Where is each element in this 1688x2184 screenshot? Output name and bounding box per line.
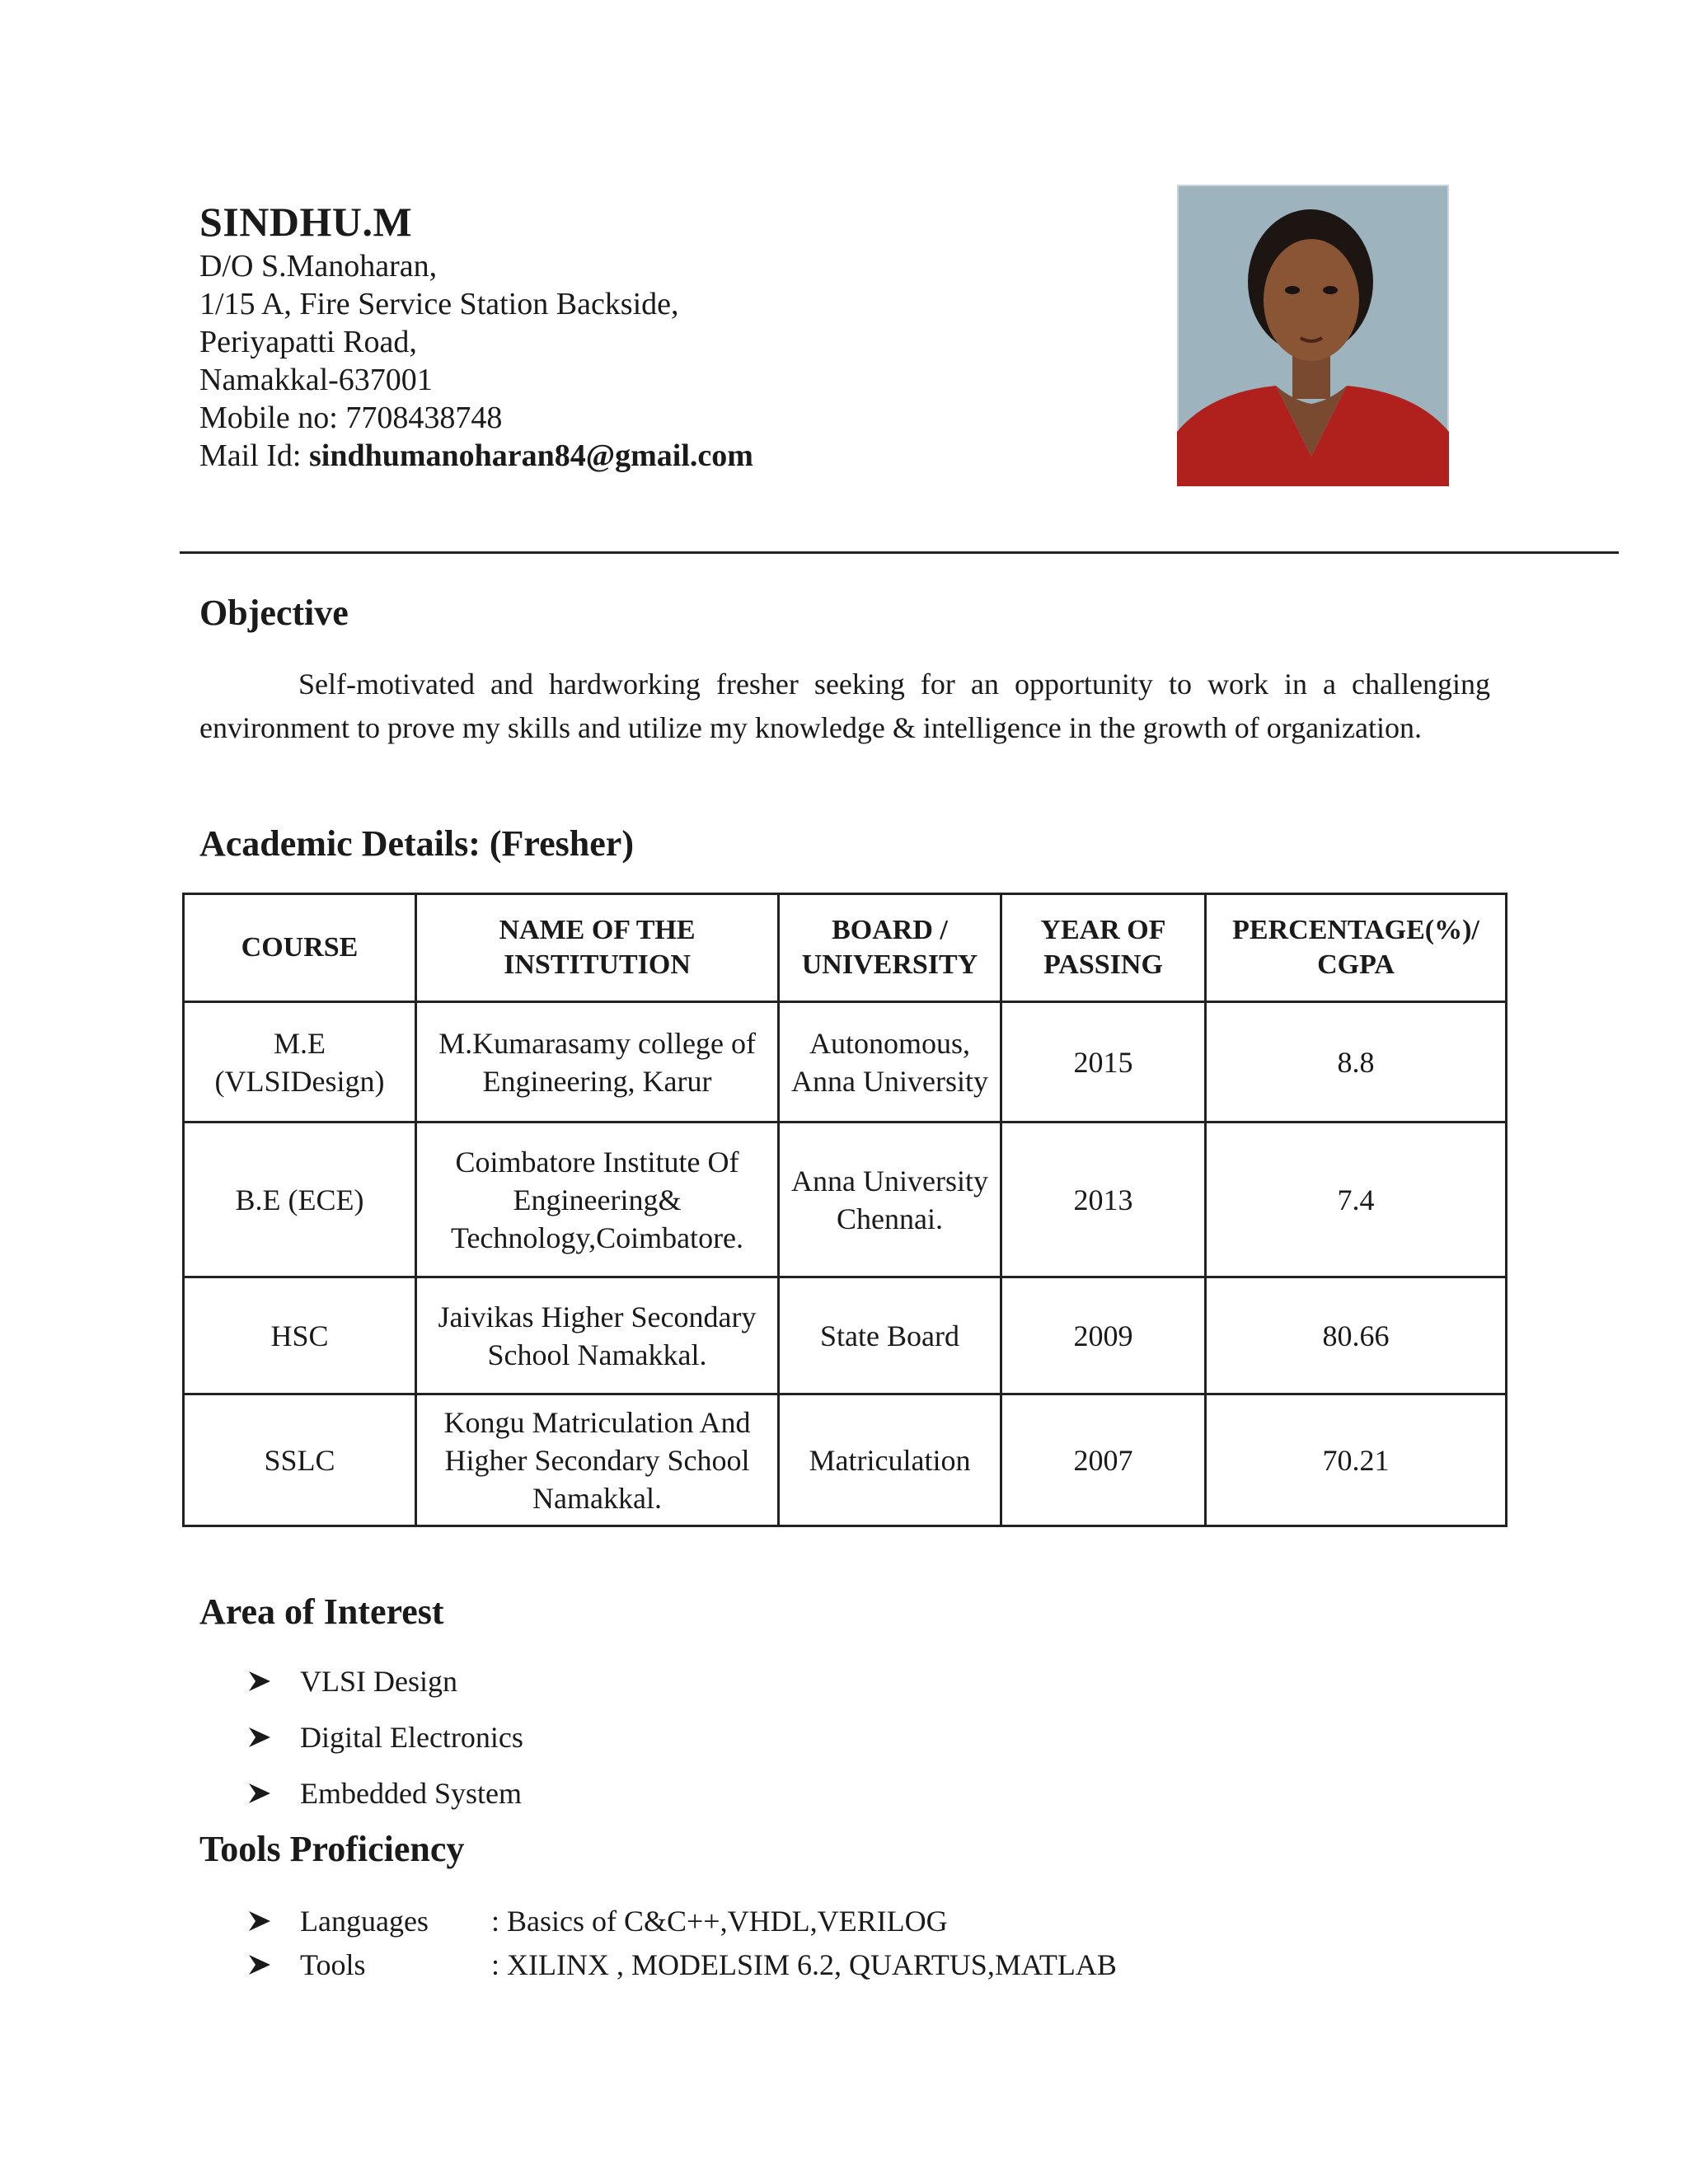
arrow-bullet-icon: [247, 1725, 272, 1750]
list-item: [247, 1899, 1117, 1943]
objective-heading: Objective: [199, 593, 349, 633]
header-divider: [180, 551, 1619, 554]
table-cell: 2013: [1001, 1122, 1206, 1277]
table-row: [184, 1394, 1507, 1526]
table-cell: 2007: [1001, 1394, 1206, 1526]
table-cell: Anna University Chennai.: [779, 1122, 1001, 1277]
list-item: [247, 1765, 523, 1821]
table-cell: M.E (VLSIDesign): [184, 1002, 416, 1122]
table-cell: 2015: [1001, 1002, 1206, 1122]
table-cell: 8.8: [1206, 1002, 1507, 1122]
tool-label: Tools: [300, 1947, 366, 1981]
table-cell: 70.21: [1206, 1394, 1507, 1526]
arrow-bullet-icon: [247, 1909, 272, 1933]
tool-label: Languages: [300, 1904, 429, 1938]
address-line: 1/15 A, Fire Service Station Backside,: [199, 287, 679, 321]
list-item: [247, 1653, 523, 1709]
mail-line: [199, 437, 753, 475]
column-header: NAME OF THE INSTITUTION: [416, 894, 779, 1002]
tools-heading: Tools Proficiency: [199, 1829, 465, 1869]
table-cell: M.Kumarasamy college of Engineering, Karur: [416, 1002, 779, 1122]
table-cell: Jaivikas Higher Secondary School Namakkal.: [416, 1277, 779, 1394]
list-item: [247, 1709, 523, 1765]
table-cell: B.E (ECE): [184, 1122, 416, 1277]
tools-list: [247, 1899, 1117, 1986]
table-cell: HSC: [184, 1277, 416, 1394]
table-header-row: [184, 894, 1507, 1002]
table-cell: State Board: [779, 1277, 1001, 1394]
table-cell: 7.4: [1206, 1122, 1507, 1277]
table-cell: 2009: [1001, 1277, 1206, 1394]
academic-heading: Academic Details: (Fresher): [199, 823, 634, 864]
tool-value: : XILINX , MODELSIM 6.2, QUARTUS,MATLAB: [491, 1947, 1117, 1981]
address-line: Periyapatti Road,: [199, 325, 417, 359]
address-line: D/O S.Manoharan,: [199, 249, 438, 284]
objective-text: Self-motivated and hardworking fresher seeking for an opportunity to work in a challenging environment to prove my skills and utilize my knowledge & intelligence in the growth of organization.: [199, 668, 1490, 744]
table-cell: 80.66: [1206, 1277, 1507, 1394]
column-header: COURSE: [184, 894, 416, 1002]
candidate-name: SINDHU.M: [199, 199, 413, 245]
interest-item: VLSI Design: [300, 1665, 457, 1698]
table-row: [184, 1002, 1507, 1122]
tool-value: : Basics of C&C++,VHDL,VERILOG: [491, 1904, 948, 1938]
arrow-bullet-icon: [247, 1781, 272, 1806]
table-row: [184, 1122, 1507, 1277]
table-cell: Coimbatore Institute Of Engineering& Technology,Coimbatore.: [416, 1122, 779, 1277]
academic-table: [182, 893, 1507, 1527]
table-row: [184, 1277, 1507, 1394]
contact-block: [199, 247, 753, 475]
mail-label: Mail Id:: [199, 438, 309, 473]
table-cell: SSLC: [184, 1394, 416, 1526]
table-cell: Kongu Matriculation And Higher Secondary School Namakkal.: [416, 1394, 779, 1526]
mail-address: sindhumanoharan84@gmail.com: [308, 438, 753, 473]
arrow-bullet-icon: [247, 1952, 272, 1977]
list-item: [247, 1943, 1117, 1986]
table-cell: Autonomous, Anna University: [779, 1002, 1001, 1122]
column-header: BOARD / UNIVERSITY: [779, 894, 1001, 1002]
interest-item: Digital Electronics: [300, 1721, 523, 1754]
interest-heading: Area of Interest: [199, 1591, 444, 1632]
arrow-bullet-icon: [247, 1669, 272, 1694]
profile-photo: [1177, 185, 1449, 486]
column-header: PERCENTAGE(%)/ CGPA: [1206, 894, 1507, 1002]
interest-item: Embedded System: [300, 1777, 522, 1810]
mobile-line: Mobile no: 7708438748: [199, 401, 503, 435]
column-header: YEAR OF PASSING: [1001, 894, 1206, 1002]
address-line: Namakkal-637001: [199, 363, 433, 397]
interest-list: [247, 1653, 523, 1821]
table-cell: Matriculation: [779, 1394, 1001, 1526]
